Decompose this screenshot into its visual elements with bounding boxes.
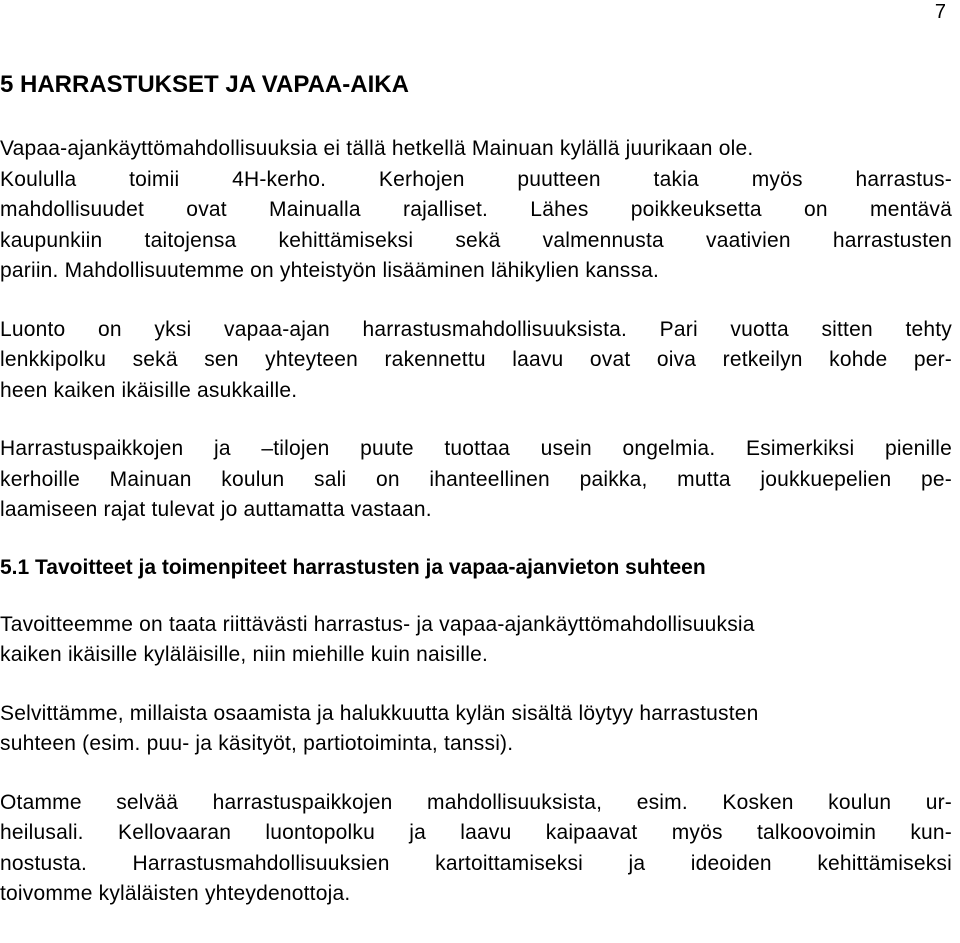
document-body <box>0 70 952 910</box>
section-5-1-heading: 5.1 Tavoitteet ja toimenpiteet harrastusten ja vapaa-ajanvieton suhteen <box>0 555 706 579</box>
text-line: heen kaiken ikäisille asukkaille. <box>0 378 298 402</box>
text-line: laamiseen rajat tulevat jo auttamatta vastaan. <box>0 498 432 521</box>
text-line: Harrastuspaikkojen ja –tilojen puute tuottaa usein ongelmia. Esimerkiksi pienille <box>0 437 952 460</box>
text-line: suhteen (esim. puu- ja käsityöt, partiotoiminta, tanssi). <box>0 732 514 755</box>
section-5-paragraph-3 <box>0 434 952 526</box>
text-line: Koululla toimii 4H-kerho. Kerhojen puutteen takia myös harrastus- <box>0 167 952 191</box>
section-5-1-paragraph-3 <box>0 788 952 910</box>
page-number: 7 <box>934 1 946 23</box>
text-line: Otamme selvää harrastuspaikkojen mahdollisuuksista, esim. Kosken koulun ur- <box>0 790 952 814</box>
section-5-paragraph-2 <box>0 315 952 407</box>
text-line: Vapaa-ajankäyttömahdollisuuksia ei tällä hetkellä Mainuan kylällä juurikaan ole. <box>0 137 754 160</box>
text-line: heilusali. Kellovaaran luontopolku ja laavu kaipaavat myös talkoovoimin kun- <box>0 821 952 844</box>
text-line: toivomme kyläläisten yhteydenottoja. <box>0 882 351 905</box>
text-line: kerhoille Mainuan koulun sali on ihanteellinen paikka, mutta joukkuepelien pe- <box>0 467 952 491</box>
text-line: mahdollisuudet ovat Mainualla rajalliset. Lähes poikkeuksetta on mentävä <box>0 198 952 221</box>
text-line: nostusta. Harrastusmahdollisuuksien kartoittamiseksi ja ideoiden kehittämiseksi <box>0 851 952 875</box>
text-line: kaiken ikäisille kyläläisille, niin miehille kuin naisille. <box>0 643 489 666</box>
text-line: kaupunkiin taitojensa kehittämiseksi sekä valmennusta vaativien harrastusten <box>0 228 952 252</box>
text-line: pariin. Mahdollisuutemme on yhteistyön lisääminen lähikylien kanssa. <box>0 259 660 282</box>
section-5-heading: 5 HARRASTUKSET JA VAPAA-AIKA <box>0 71 409 98</box>
section-5-1-paragraph-1 <box>0 610 952 671</box>
text-line: Luonto on yksi vapaa-ajan harrastusmahdollisuuksista. Pari vuotta sitten tehty <box>0 317 952 341</box>
text-line: Tavoitteemme on taata riittävästi harrastus- ja vapaa-ajankäyttömahdollisuuksia <box>0 612 755 636</box>
section-5-1-paragraph-2 <box>0 699 952 760</box>
text-line: Selvittämme, millaista osaamista ja halukkuutta kylän sisältä löytyy harrastusten <box>0 701 759 725</box>
section-5-paragraph-1 <box>0 134 952 287</box>
text-line: lenkkipolku sekä sen yhteyteen rakennettu laavu ovat oiva retkeilyn kohde per- <box>0 348 952 371</box>
